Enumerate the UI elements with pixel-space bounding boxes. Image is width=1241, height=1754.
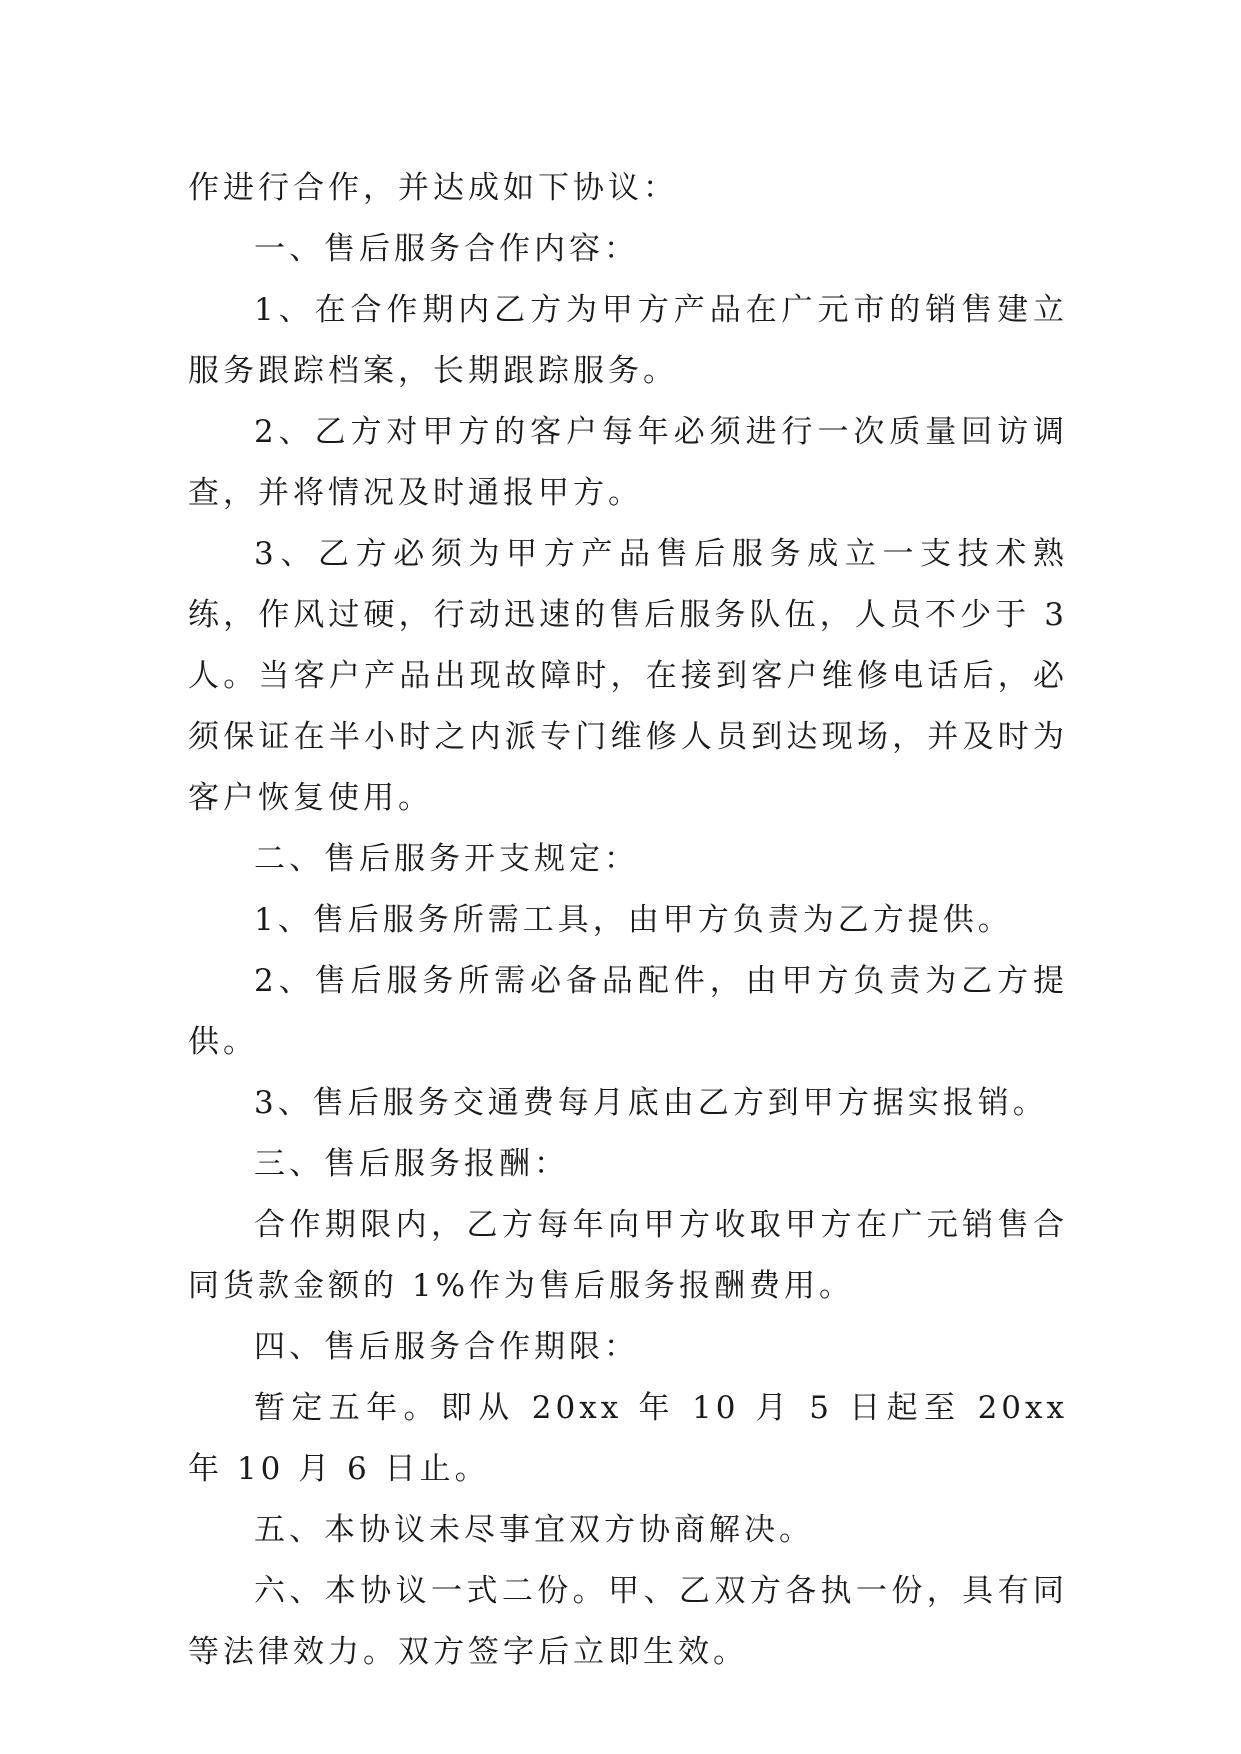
clause-1-2: 2、乙方对甲方的客户每年必须进行一次质量回访调查，并将情况及时通报甲方。 [188,414,1068,511]
section-heading-4: 四、售后服务合作期限： [254,1329,639,1365]
clause-3-body: 合作期限内，乙方每年向甲方收取甲方在广元销售合同货款金额的 1%作为售后服务报酬费用。 [188,1207,1068,1304]
document-body [188,158,1068,1683]
paragraph-intro: 作进行合作，并达成如下协议： [188,170,678,206]
section-heading-5: 五、本协议未尽事宜双方协商解决。 [254,1512,814,1548]
clause-1-1: 1、在合作期内乙方为甲方产品在广元市的销售建立服务跟踪档案，长期跟踪服务。 [188,292,1068,389]
section-heading-1: 一、售后服务合作内容： [254,231,639,267]
section-heading-6: 六、本协议一式二份。甲、乙双方各执一份，具有同等法律效力。双方签字后立即生效。 [188,1573,1068,1670]
clause-2-3: 3、售后服务交通费每月底由乙方到甲方据实报销。 [254,1085,1048,1121]
clause-2-1: 1、售后服务所需工具，由甲方负责为乙方提供。 [254,902,1013,938]
section-heading-3: 三、售后服务报酬： [254,1146,569,1182]
clause-4-body: 暂定五年。即从 20xx 年 10 月 5 日起至 20xx 年 10 月 6 日止。 [188,1390,1068,1487]
clause-2-2: 2、售后服务所需必备品配件，由甲方负责为乙方提供。 [188,963,1068,1060]
clause-1-3: 3、乙方必须为甲方产品售后服务成立一支技术熟练，作风过硬，行动迅速的售后服务队伍，人员不少于 3 人。当客户产品出现故障时，在接到客户维修电话后，必须保证在半小时之内派专门维修人员到达现场，并及时为客户恢复使用。 [188,536,1068,816]
section-heading-2: 二、售后服务开支规定： [254,841,639,877]
